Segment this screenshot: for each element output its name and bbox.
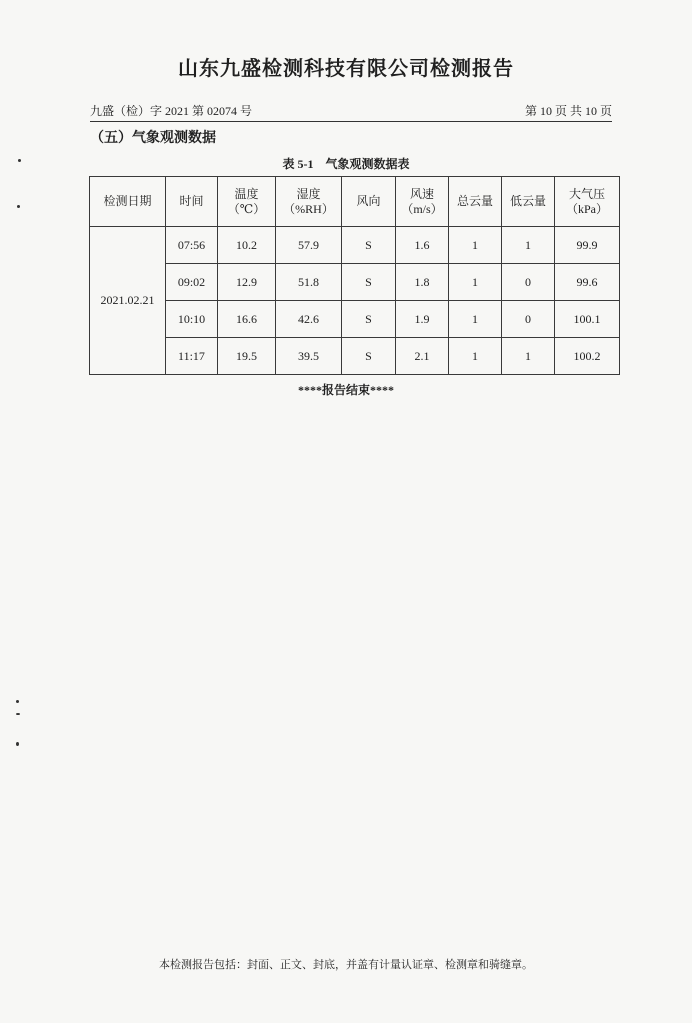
weather-observation-table — [89, 176, 620, 375]
page-info: 第 10 页 共 10 页 — [524, 104, 612, 118]
header-humidity: 湿度 （%RH） — [276, 177, 342, 227]
wind-speed-cell: 1.8 — [396, 264, 449, 301]
section-heading: （五）气象观测数据 — [90, 131, 216, 146]
scan-speck — [16, 700, 19, 703]
low-cloud-cell: 1 — [502, 338, 555, 375]
pressure-cell: 99.9 — [555, 227, 620, 264]
table-header-row — [90, 177, 620, 227]
wind-direction-cell: S — [342, 227, 396, 264]
wind-speed-cell: 1.9 — [396, 301, 449, 338]
wind-direction-cell: S — [342, 338, 396, 375]
temperature-cell: 12.9 — [218, 264, 276, 301]
time-cell: 07:56 — [166, 227, 218, 264]
time-cell: 11:17 — [166, 338, 218, 375]
temperature-cell: 10.2 — [218, 227, 276, 264]
scan-speck — [18, 159, 21, 162]
humidity-cell: 57.9 — [276, 227, 342, 264]
humidity-cell: 39.5 — [276, 338, 342, 375]
header-time: 时间 — [166, 177, 218, 227]
low-cloud-cell: 0 — [502, 264, 555, 301]
humidity-cell: 51.8 — [276, 264, 342, 301]
scan-speck — [16, 742, 19, 746]
report-end-mark: ****报告结束**** — [297, 383, 394, 397]
company-title: 山东九盛检测科技有限公司检测报告 — [178, 58, 514, 80]
table-row — [90, 301, 620, 338]
table-row — [90, 264, 620, 301]
wind-speed-cell: 1.6 — [396, 227, 449, 264]
total-cloud-cell: 1 — [449, 227, 502, 264]
temperature-cell: 16.6 — [218, 301, 276, 338]
low-cloud-cell: 1 — [502, 227, 555, 264]
header-low-cloud: 低云量 — [502, 177, 555, 227]
header-date: 检测日期 — [90, 177, 166, 227]
wind-speed-cell: 2.1 — [396, 338, 449, 375]
wind-direction-cell: S — [342, 264, 396, 301]
time-cell: 10:10 — [166, 301, 218, 338]
total-cloud-cell: 1 — [449, 301, 502, 338]
wind-direction-cell: S — [342, 301, 396, 338]
header-pressure: 大气压 （kPa） — [555, 177, 620, 227]
humidity-cell: 42.6 — [276, 301, 342, 338]
header-total-cloud: 总云量 — [449, 177, 502, 227]
low-cloud-cell: 0 — [502, 301, 555, 338]
time-cell: 09:02 — [166, 264, 218, 301]
table-row — [90, 227, 620, 264]
scan-speck — [17, 205, 20, 208]
scan-speck — [16, 713, 20, 715]
table-row — [90, 338, 620, 375]
footer-note: 本检测报告包括：封面、正文、封底，并盖有计量认证章、检测章和骑缝章。 — [159, 959, 533, 971]
header-wind-direction: 风向 — [342, 177, 396, 227]
pressure-cell: 100.2 — [555, 338, 620, 375]
pressure-cell: 99.6 — [555, 264, 620, 301]
total-cloud-cell: 1 — [449, 264, 502, 301]
header-divider — [90, 121, 612, 122]
table-caption: 表 5-1 气象观测数据表 — [282, 157, 410, 171]
pressure-cell: 100.1 — [555, 301, 620, 338]
total-cloud-cell: 1 — [449, 338, 502, 375]
header-temperature: 温度 （℃） — [218, 177, 276, 227]
header-wind-speed: 风速 （m/s） — [396, 177, 449, 227]
temperature-cell: 19.5 — [218, 338, 276, 375]
date-cell: 2021.02.21 — [90, 227, 166, 375]
report-number: 九盛（检）字 2021 第 02074 号 — [90, 104, 253, 118]
